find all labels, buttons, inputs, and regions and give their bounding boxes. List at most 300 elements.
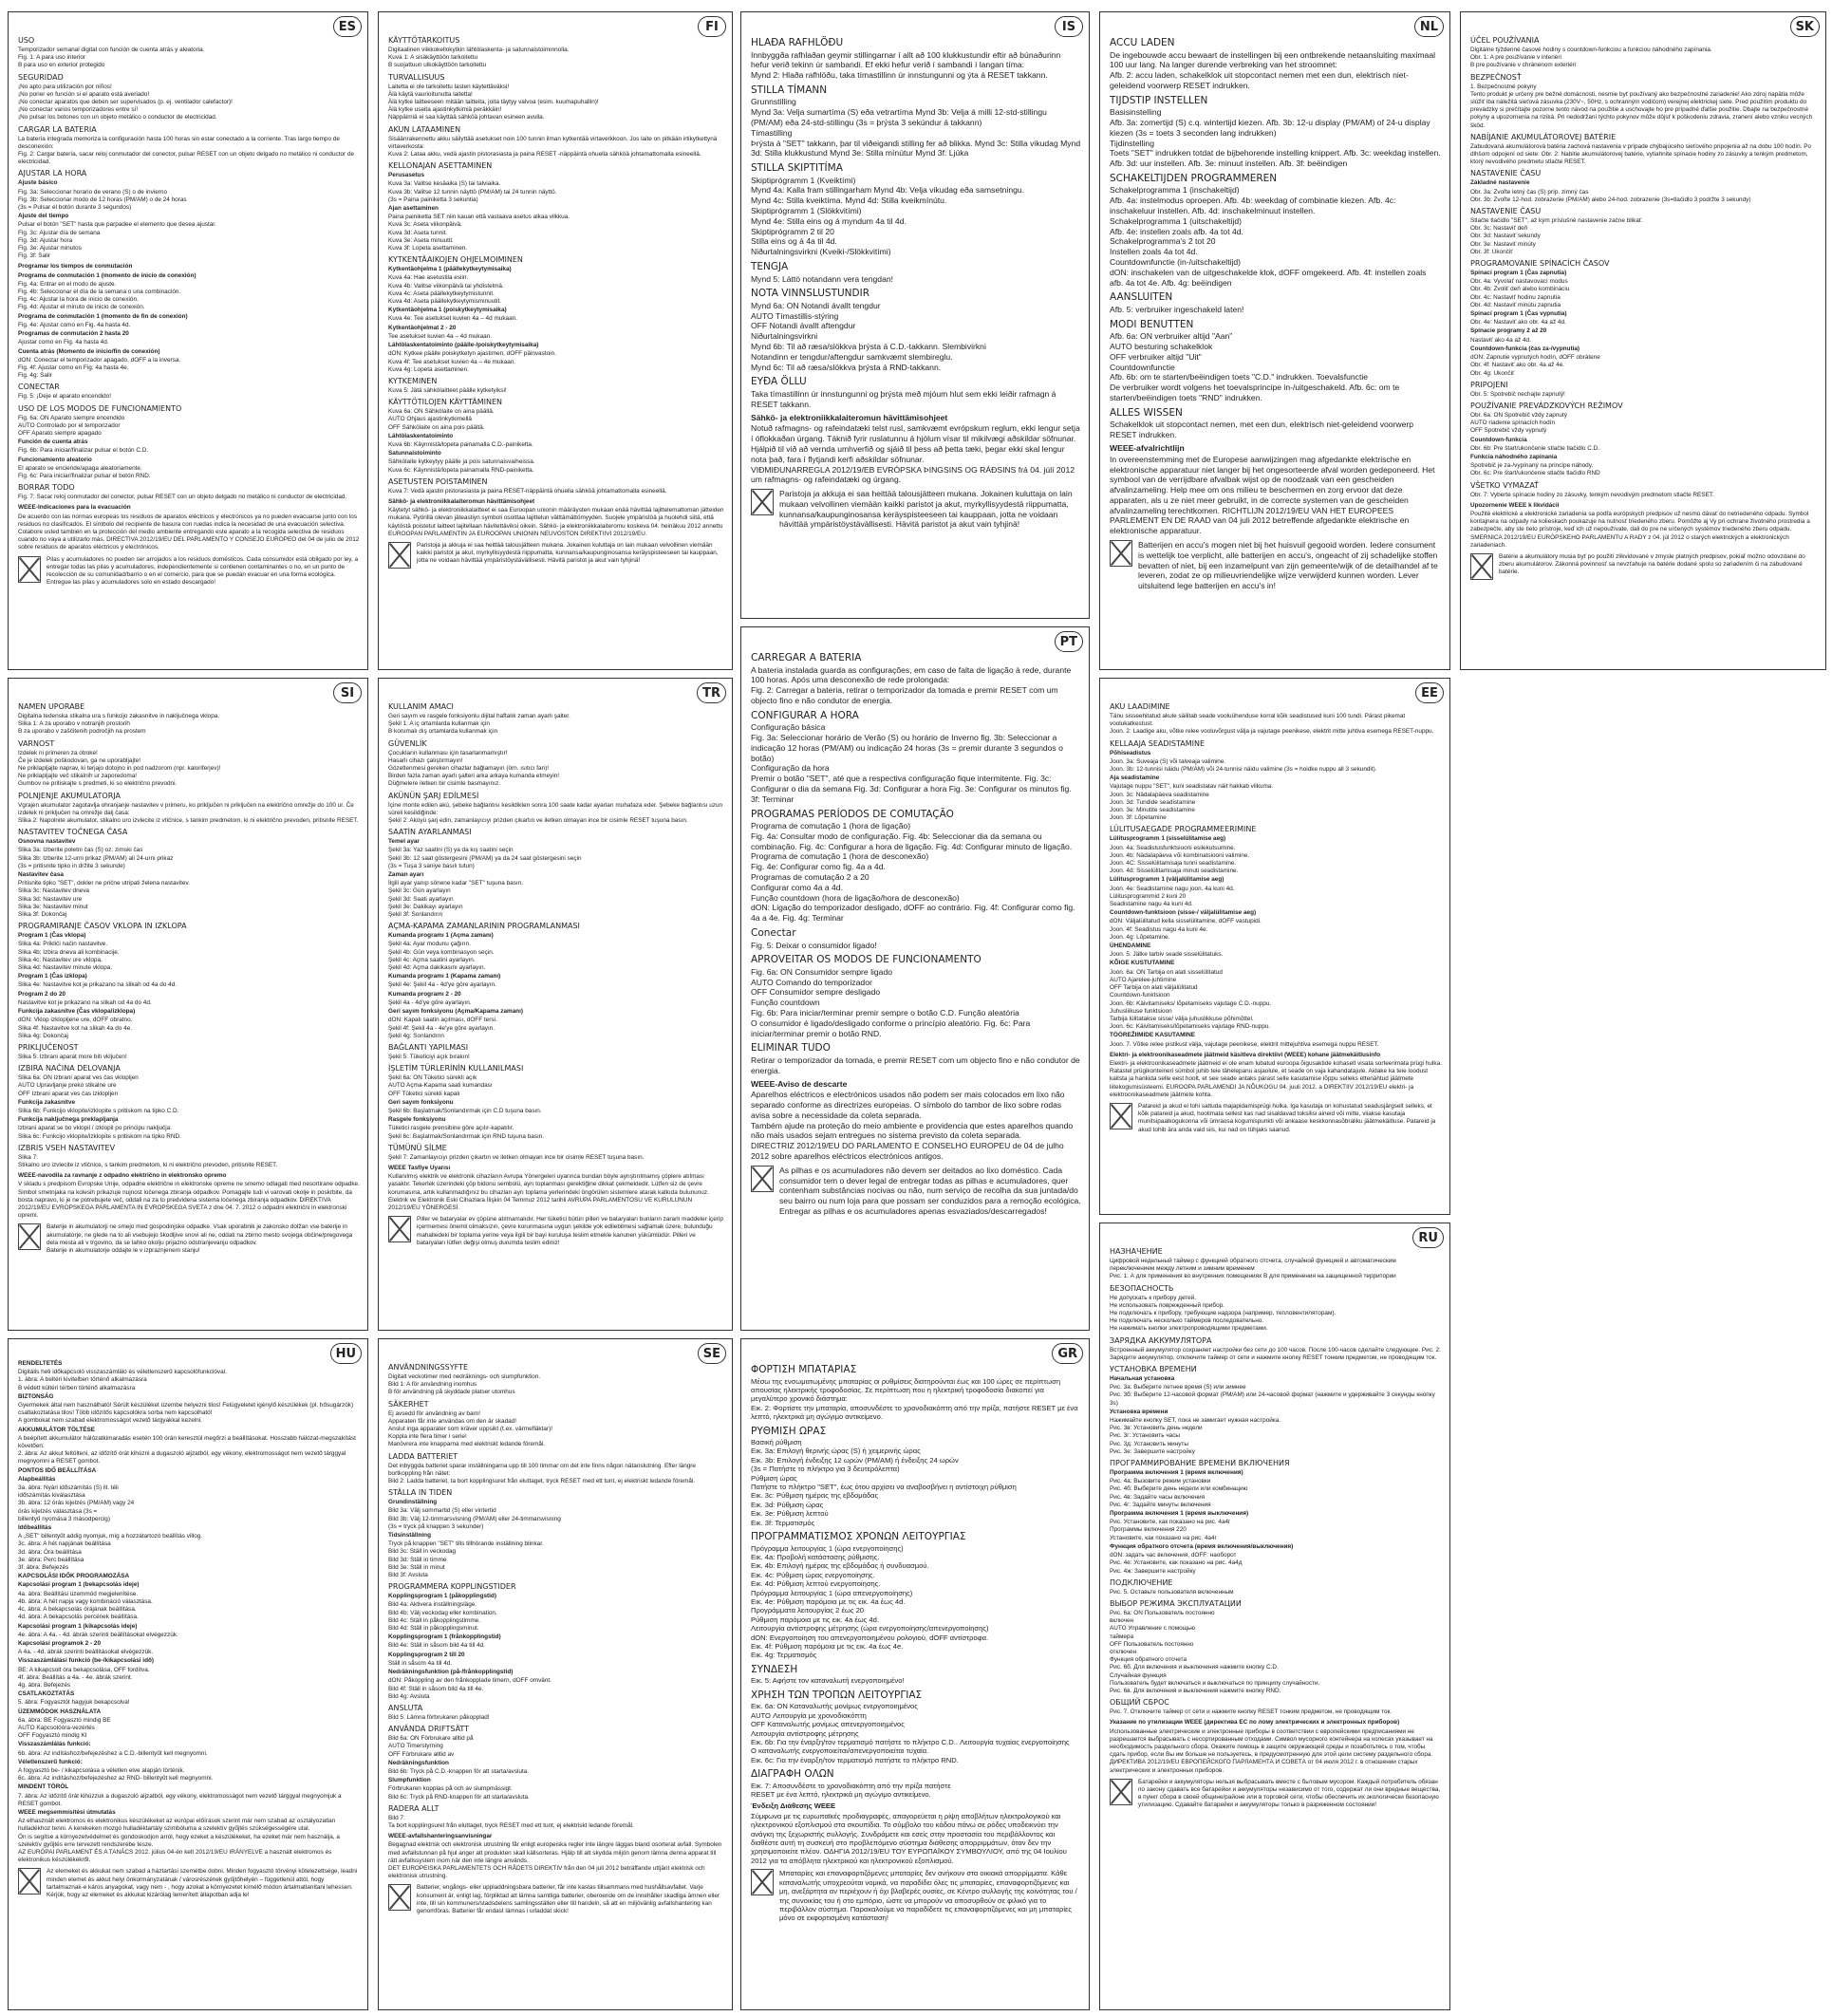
section-heading: ASETUSTEN POISTAMINEN bbox=[388, 476, 488, 486]
body-text: Şekil 5: Tüketiciyi açık bırakın! bbox=[388, 1053, 470, 1060]
language-badge: SE bbox=[698, 1343, 726, 1364]
body-text: Notuð rafmagns- og rafeindatæki telst rusl, samkvæmt evrópskum reglum, ekki lengur setja í óflokkaðan úrgang. Táknið fyrir ruslatunnu á hjólum vísar til mikilvægi aðskildar söfnunar. Hjálpið til við að vernda umhverfið og sjáið til þess að þetta tæki, þegar ekki skal lengur nota það, fara í flytjandi kerfi aðskildar söfnunar. VIÐMIÐUNARREGLA 2012/19/EB EVRÓPSKA ÞINGSINS OG RÁÐSINS frá 04. júlí 2012 um rafmagns- og rafeindatæki og úrgang. bbox=[751, 423, 1080, 485]
battery-disposal-note bbox=[18, 556, 360, 588]
subheading: Rasgele fonksiyonu bbox=[388, 1116, 446, 1124]
body-text: Fig. 5: ¡Deje el aparato encendido! bbox=[18, 393, 112, 401]
subheading: Countdown-funktsioon (sisse-/ väljalülitamise aeg) bbox=[1110, 909, 1257, 917]
section-heading: CARGAR LA BATERIA bbox=[18, 124, 97, 134]
subheading: Программа включения 1 (время выключения) bbox=[1110, 1510, 1249, 1518]
subheading: Lähtölaskentatoiminto (päälle-/poiskytkeytymisaika) bbox=[388, 342, 539, 349]
panel-pt bbox=[740, 626, 1090, 1331]
subheading: Kumanda programı 1 (Kapama zamanı) bbox=[388, 973, 501, 980]
section-heading: USO bbox=[18, 36, 35, 45]
panel-ee bbox=[1099, 678, 1450, 1215]
body-text: Skiptiprógramm 1 (Kveiktími) Mynd 4a: Kalla fram stillingarham Mynd 4b: Velja vikudag eða samsetningu. Mynd 4c: Stilla kveiktíma. Mynd 4d: Stilla kveikmínútu. Skiptiprógramm 1 (Slökkvitími) Mynd 4e: Stilla eins og á myndum 4a til 4d. Skiptiprógramm 2 til 20 Stilla eins og á 4a til 4d. Niðurtalningsvirkni (Kveiki-/Slökkvitími) bbox=[751, 175, 1025, 257]
section-heading: SCHAKELTIJDEN PROGRAMMEREN bbox=[1110, 172, 1278, 184]
body-text: Εικ. 6a: ON Καταναλωτής μονίμως ενεργοποιημένος AUTO Λειτουργία με χρονοδιακόπτη OFF Καταναλωτής μονίμως απενεργοποιημένος Λειτουργία αντίστροφης μέτρησης Εικ. 6b: Για την έναρξη/τον τερματισμό πατήστε το πλήκτρο C.D.. Λειτουργία τυχαίας ενεργοποίησης Ο καταναλωτής ενεργοποιείται/απενεργοποιείται τυχαία. Εικ. 6c: Για την έναρξη/τον τερματισμό πατήστε το πλήκτρο RND. bbox=[751, 1702, 1070, 1764]
section-heading: STILLA TÍMANN bbox=[751, 84, 828, 96]
body-text: Kuva 6a: ON Sähkölaite on aina päällä. AUTO Ohjaus ajastinkytkimellä OFF Sähkölaite on aina pois päältä. bbox=[388, 408, 495, 431]
subheading: Программа включения 1 (время включения) bbox=[1110, 1469, 1243, 1477]
panel-hu bbox=[8, 1338, 368, 2010]
body-text: Obr. 6a: ON Spotrebič vždy zapnutý AUTO riadenie spínacích hodín OFF Spotrebič vždy vypnutý bbox=[1470, 411, 1567, 435]
subheading: Countdown-funkcia bbox=[1470, 436, 1527, 443]
body-text: Izbrani aparat se bo vklopil / izklopil po principu naključja. Slika 6c: Funkcijo vklopite/izklopite s pritiskom na tipko RND. bbox=[18, 1125, 181, 1140]
panel-se bbox=[378, 1338, 733, 2010]
body-text: Digitaalinen viikkokellokytkin lähtölaskenta- ja satunnaistoiminnolla. Kuva 1: A sisäkäyttöön tarkoitettu B suojattuun ulkokäyttöön tarkoitettu bbox=[388, 47, 570, 69]
body-text: Bild 4e: Ställ in såsom bild 4a till 4d. bbox=[388, 1642, 485, 1650]
section-heading: CONECTAR bbox=[18, 383, 60, 392]
subheading: Osnovna nastavitev bbox=[18, 838, 76, 846]
subheading: Nedräkningsfunktion (på-/frånkopplingstid) bbox=[388, 1669, 514, 1676]
section-heading: POLNJENJE AKUMULATORJA bbox=[18, 791, 121, 800]
body-text: Fig. 6a: ON Aparato siempre encendido AUTO Controlado por el temporizador OFF Aparato siempre apagado bbox=[18, 414, 125, 437]
body-text: dON: Zapnutie vypnutých hodín, dOFF obrátene Obr. 4f: Nastaviť ako obr. 4a až 4e. Obr. 4g: Ukončiť bbox=[1470, 354, 1600, 377]
panel-tr bbox=[378, 678, 733, 1331]
section-heading: ANVÄNDNINGSSYFTE bbox=[388, 1363, 469, 1372]
body-text: 4a. ábra: Beállítási üzemmód megjelenítése. 4b. ábra: A hét napja vagy kombináció választása. 4c. ábra: A bekapcsolás órájának beállítása. 4d. ábra: A bekapcsolás percének beállítása. bbox=[18, 1590, 153, 1621]
subheading: Alapbeállítás bbox=[18, 1475, 56, 1483]
section-heading: PROGRAMAS PERÍODOS DE COMUTAÇÃO bbox=[751, 808, 954, 820]
body-text: Встроенный аккумулятор сохраняет настройки без сети до 100 часов. После 100-часов сделайте следующее. Рис. 2: Зарядите аккумулятор, отключите таймер от сети и нажмите кнопку RESET тонким предметом, не проводящим ток. bbox=[1110, 1346, 1441, 1361]
crossed-bin-icon bbox=[388, 1884, 411, 1911]
body-text: Şekil 6b: Başlatmak/Sonlandırmak için C.D tuşuna basın. bbox=[388, 1107, 542, 1114]
subheading: Program 1 (Čas vklopa) bbox=[18, 932, 86, 940]
subheading: Kumanda programı 1 (Açma zamanı) bbox=[388, 932, 494, 940]
section-heading: ÚČEL POUŽÍVANIA bbox=[1470, 36, 1540, 45]
language-badge: TR bbox=[697, 682, 726, 703]
section-heading: NASTAVITEV TOČNEGA ČASA bbox=[18, 828, 128, 837]
subheading: Cuenta atrás (Momento de inicio/fin de conexión) bbox=[18, 347, 160, 355]
weee-heading: WEEE-afvalrichtlijn bbox=[1110, 442, 1185, 453]
body-text: Şekil 4a: Ayar modunu çağırın. Şekil 4b: Gün veya kombinasyon seçin. Şekil 4c: Açma saatini ayarlayın. Şekil 4d: Açma dakikasını ayarlayın. bbox=[388, 941, 495, 972]
section-heading: IZBIRA NAČINA DELOVANJA bbox=[18, 1064, 121, 1073]
panel-fi bbox=[378, 11, 733, 670]
section-heading: LÜLITUSAEGADE PROGRAMMEERIMINE bbox=[1110, 825, 1257, 834]
subheading: Kumanda programı 2 - 20 bbox=[388, 990, 461, 998]
language-badge: GR bbox=[1052, 1343, 1083, 1364]
section-heading: STÄLLA IN TIDEN bbox=[388, 1488, 453, 1498]
body-text: Bild 3a: Välj sommartid (S) eller vintertid Bild 3b: Välj 12-timmarsvisning (PM/AM) eller 24-timmarsvisning (3s = tryck på knappen 3 sekunder) bbox=[388, 1507, 561, 1530]
language-badge: SI bbox=[333, 682, 362, 703]
subheading: Programas de conmutación 2 hasta 20 bbox=[18, 330, 129, 338]
body-text: Mynd 6a: ON Notandi ávallt tengdur AUTO Tímastillis-stýring OFF Notandi ávallt aftengdur Niðurtalningsvirkni Mynd 6b: Til að ræsa/slökkva þrýsta á C.D.-takkann. Slembivirkni Notandinn er tengdur/aftengdur samkvæmt slembireglu. Mynd 6c: Til að ræsa/slökkva þrýsta á RND-takkann. bbox=[751, 300, 986, 372]
body-text: A fogyasztó be- / kikapcsolása a véletlen elve alapján történik. 6c. ábra: Az indításhoz/befejezéshez az RND- billentyűt kell megnyomni. bbox=[18, 1766, 214, 1783]
subheading: Kytkentäohjelma 1 (poiskytkeytymisaika) bbox=[388, 307, 507, 314]
body-text: İlgili ayar yanıp sönene kadar "SET" tuşuna basın. Şekil 3c: Gün ayarlayın Şekil 3d: Saati ayarlayın Şekil 3e: Dakikayı ayarlayın Şekil 3f: Sonlandırın bbox=[388, 880, 524, 919]
subheading: Kopplingsprogram 2 till 20 bbox=[388, 1651, 465, 1658]
section-heading: TENGJA bbox=[751, 261, 789, 273]
battery-disposal-text: Baterije in akumulatorji ne smejo med gospodinjske odpadke. Vsak uporabnik je zakonsko dolžan vse baterije in akumulatorje, ne glede na to ali vsebujejo škodljive snovi ali ne, oddati na zbirno mesto svojega občine/pregovega dela mesta ali v trgovino, da se lahko okolju prijazno odstranjevanju odpadkov. Baterije in akumulatorje oddajte le v izpraznjenem stanju! bbox=[47, 1223, 353, 1254]
language-badge: PT bbox=[1055, 631, 1083, 652]
subheading: Kapcsolási programok 2 - 20 bbox=[18, 1639, 102, 1647]
subheading: Základné nastavenie bbox=[1470, 179, 1530, 187]
body-text: Kuva 4e: Tee asetukset kuvien 4a – 4d mukaan. bbox=[388, 315, 517, 323]
subheading: Lülitusprogramm 1 (sisselülitamise aeg) bbox=[1110, 835, 1226, 843]
section-heading: ΧΡΗΣΗ ΤΩΝ ΤΡΟΠΩΝ ΛΕΙΤΟΥΡΓΙΑΣ bbox=[751, 1689, 923, 1701]
language-badge: RU bbox=[1412, 1227, 1444, 1248]
body-text: Sisäänrakennettu akku säilyttää asetukset noin 100 tunnin ilman kytkentää virtaverkkoon. Jos laite on pitkään irtikytkettynä virtaverkosta: Kuva 2: Lataa akku, vedä ajastin pistorasiasta ja paina RESET -näppäintä ohuella sähköä johtamattomalla esineellä. bbox=[388, 135, 718, 159]
weee-heading: Ένδειξη Διάθεσης WEEE bbox=[751, 1801, 836, 1811]
section-heading: ΡΥΘΜΙΣΗ ΩΡΑΣ bbox=[751, 1425, 827, 1437]
subheading: MINDENT TÖRÖL bbox=[18, 1783, 69, 1791]
weee-heading: WEEE Tasfiye Uyarısı bbox=[388, 1164, 451, 1171]
body-text: dON: Påkoppling av den frånkopplade timern, dOFF omvänt. Bild 4f: Ställ in såsom bild 4a till 4e. Bild 4g: Avsluta bbox=[388, 1677, 551, 1700]
body-text: dON: задать час включения, dOFF: наоборот Рис. 4е: Установите, как показано на рис. 4а4д Рис. 4ж: Завершите настройку bbox=[1110, 1552, 1243, 1575]
battery-disposal-note bbox=[388, 1216, 724, 1248]
subheading: KAPCSOLÁSI IDŐK PROGRAMOZÁSA bbox=[18, 1573, 130, 1580]
body-text: Gyermekek által nem használható! Sérült készüléket üzembe helyezni tilos! Felügyeletet igénylő készülékek (pl. hősugárzók) csatlakoztatása tilos! Több időzítős kapcsolókra sorba nem kapcsolható! A gombokat nem szabad elektromosságot vezető tárgyakkal kezelni. bbox=[18, 1402, 354, 1425]
weee-heading: Sähkö- ja elektroniikkalaiteromun hävittämisohjeet bbox=[388, 497, 535, 505]
section-heading: БЕЗОПАСНОСТЬ bbox=[1110, 1283, 1174, 1293]
weee-heading: WEEE-Aviso de descarte bbox=[751, 1078, 848, 1089]
body-text: dON: Kytkee päälle poiskytketyn ajastimen, dOFF päinvastoin. Kuva 4f: Tee asetukset kuvien 4a – 4e mukaan. Kuva 4g: Lopeta asettaminen. bbox=[388, 350, 556, 373]
section-heading: ALLES WISSEN bbox=[1110, 406, 1183, 419]
subheading: Program 2 do 20 bbox=[18, 990, 66, 998]
panel-content bbox=[1110, 37, 1442, 592]
body-text: Joon. 7. Võtke relee pistikust välja, vajutage peenikese, elektrit mittejuhtiva esemega nuppu RESET. bbox=[1110, 1040, 1379, 1048]
battery-disposal-text: Paristoja ja akkuja ei saa heittää talousjätteen mukana. Jokainen kuluttaja on lain mukaan velvollinen viemään kaikki paristot ja akut, myrkyllisyydestä riippumatta, kunnansa/kaupunginosansa keräyspisteeseen tai kauppaan, jotta ne voidaan hävittää ympäristöystävällisesti. Hävitä paristot ja akut vain tyhjinä! bbox=[417, 541, 719, 565]
body-text: Slika 5: Izbrani aparat more biti vključen! bbox=[18, 1053, 127, 1060]
body-text: Spotrebič je za-/vypínaný na princípe náhody. Obr. 6c: Pre štart/ukončenie stlačte tlačidlo RND bbox=[1470, 462, 1600, 477]
panel-content bbox=[1110, 1247, 1442, 1811]
section-heading: PRIKLJUČENOST bbox=[18, 1042, 79, 1052]
crossed-bin-icon bbox=[388, 1216, 411, 1242]
weee-heading: Programar los tiempos de conmutación bbox=[18, 263, 133, 271]
body-text: Laitetta ei ole tarkoitettu lasten käytettäväksi! Älä käytä vaurioitunutta laitetta! Älä kytke laitteeseen mitään laitteita, joita täytyy valvoa (esim. kuumapuhallin)! Älä kytke useita ajastinkytkimiä peräkkäin! Näppäimiä ei saa käyttää sähköä johtavan esineen avulla. bbox=[388, 83, 599, 121]
panel-is bbox=[740, 11, 1090, 619]
body-text: Использованные электрические и электронные приборы в соответствии с европейскими предписаниями не разрешается выбрасывать с несортированным отходами. Символ мусорного контейнера на колесах указывает на необходимость раздельного сбора. Окажите помощь в защите окружающей среды и позаботьтесь о том, чтобы сдать прибор, если Вы им больше не пользуетесь, в предусмотренную для этой цели систему раздельного сбора. ДИРЕКТИВА 2012/19/EU ЕВРОПЕЙСКОГО ПАРЛАМЕНТА И СОВЕТА от 04 июля 2012 г. в отношении старых электрических и электронных приборов. bbox=[1110, 1727, 1433, 1774]
body-text: Рис. 4а: Вызовите режим установки Рис. 4б: Выберите день недели или комбинацию Рис. 4в: Задайте часы включения Рис. 4г: Задайте минуты включения bbox=[1110, 1478, 1248, 1508]
body-text: Obr. 4e: Nastaviť ako obr. 4a až 4d. bbox=[1470, 319, 1566, 327]
body-text: Ej avsedd för användning av barn! Apparaten får inte användas om den är skadad! Anslut inga apparater som kräver uppsikt (t.ex. värmefläktar)! Koppla inte flera timer i serie! Manövrera inte knapparna med elektriskt ledande föremål. bbox=[388, 1409, 552, 1448]
battery-disposal-text: As pilhas e os acumuladores não devem ser deitados ao lixo doméstico. Cada consumidor tem o dever legal de entregar todas as pilhas e acumuladores, quer contenham substâncias nocivas ou não, num serviço de recolha da sua juntada/do seu bairro ou num loja para que possam ser conduzidos para a remoção ecológica. Entregar as pilhas e os acumuladores apenas esvaziados/descarregados! bbox=[779, 1165, 1081, 1217]
section-heading: PRIPOJENI bbox=[1470, 380, 1508, 389]
section-heading: KYTKENTÄAIKOJEN OHJELMOIMINEN bbox=[388, 255, 523, 265]
subheading: BIZTONSÁG bbox=[18, 1392, 54, 1400]
body-text: Použité elektrické a elektronické zariadenia sa podľa európskych predpisov už nesmú dávať do netriedeného odpadu. Symbol kontajnera na odpady na kolieskach poukazuje na nutnosť triedeného zberu. Pomôžte aj Vy pri ochrane životného prostredia a zabezpečte, aby ste tieto prístroje, keď ich už nepoužívate, dali do pre ne určených systémov triedeného zberu odpadu. SMERNICA 2012/19/EU EURÓPSKEHO PARLAMENTU A RADY z 04. júl 2012 o starých elektrických a elektronických zariadeniach. bbox=[1470, 510, 1810, 549]
subheading: Időbeállítás bbox=[18, 1524, 52, 1532]
body-text: Πρόγραμμα λειτουργίας 1 (ώρα ενεργοποίησης) Εικ. 4a: Προβολή κατάστασης ρύθμισης. Εικ. 4b: Επιλογή ημέρας της εβδομάδας ή συνδυασμού. Εικ. 4c: Ρύθμιση ώρας ενεργοποίησης. Εικ. 4d: Ρύθμιση λεπτού ενεργοποίησης. Πρόγραμμα λειτουργίας 1 (ώρα απενεργοποίησης) Εικ. 4e: Ρύθμιση παρόμοια με τις εικ. 4a έως 4d. Προγράμματα λειτουργίας 2 έως 20 Ρύθμιση παρόμοια με τις εικ. 4a έως 4d. Λειτουργία αντίστροφης μέτρησης (ώρα ενεργοποίησης/απενεργοποίησης) dON: Ενεργοποίηση του απενεργοποιημένου ρολογιού, dOFF αντίστροφα. Εικ. 4f: Ρύθμιση παρόμοια με τις εικ. 4a έως 4e. Εικ. 4g: Τερματισμός bbox=[751, 1543, 989, 1660]
section-heading: ΔΙΑΓΡΑΦΗ ΟΛΩΝ bbox=[751, 1768, 834, 1781]
battery-disposal-note bbox=[1110, 1103, 1442, 1135]
body-text: Schakelklok uit stopcontact nemen, met een dun, elektrisch niet-geleidend voorwerp RESET indrukken. bbox=[1110, 420, 1414, 440]
crossed-bin-icon bbox=[751, 489, 774, 515]
subheading: Funcionamiento aleatorio bbox=[18, 456, 92, 463]
subheading: Funkcija naključnega preklapljanja bbox=[18, 1116, 119, 1124]
body-text: Vajutage nuppu "SET", kuni seadistatav näit hakkab vilkuma. Joon. 3c: Nädalapäeva seadistamine Joon. 3d: Tundide seadistamine Joon. 3e: Minutite seadistamine Joon. 3f: Lõpetamine bbox=[1110, 783, 1274, 822]
section-heading: CARREGAR A BATERIA bbox=[751, 652, 862, 663]
body-text: Elektri- ja elektroonikaseadmete jäätmeid ei ole enam lubatud euroopa õigusaktide kohaselt visata sorteerimata prügi hulka. Ratastel prügikonteineri sümbol juhib teie tähelepanu asjaolule, et seade on vaja kahandatajule. Aidake ka teie loodust kaitsta ja hankida selle eest hoolt, et see seade antaks pärast selle kasutamise lõppu selleks ettenähtud jäätmete liitekogumisüsteemi. EUROOPA PARLAMENDI JA NÕUKOGU 04. juuli 2012. a DIREKTIIV 2012/19/EU elektri- ja elektroonikaseadmete jäätmete kohta. bbox=[1110, 1059, 1442, 1098]
body-text: Fig. 6b: Para iniciar/finalizar pulsar el botón C.D. bbox=[18, 447, 149, 455]
battery-disposal-note bbox=[388, 1884, 724, 1916]
subheading: Programa de conmutación 1 (momento de inicio de conexión) bbox=[18, 271, 196, 279]
body-text: Kullanılmış elektrik ve elektronik cihazların Avrupa Yönergeleri uyarınca bundan böyle ayrıştırılmamış çöplere atılması yasaktır. Tekerlek üzerindeki çöp bidonu sembolü, ayrı toplanması gerektiğine dikkat çekmektedir. Lütfen siz de çevre korumasına, artık kullanmadığınız bu cihazları ayrı toplama yerlerindeki öngörülen sistemlere atarak katkıda bulununuz. Elektrik ve Elektronik Eski Cihazlara İlişkin 04 Temmuz 2012 tarihli AVRUPA PARLAMENTOSU VE KURULUNUN 2012/19/EU YÖNERGESİ. bbox=[388, 1173, 709, 1211]
section-heading: BORRAR TODO bbox=[18, 483, 75, 493]
body-text: Joon. 5: Jätke tarbiv seade sisselülitatuks. bbox=[1110, 951, 1224, 959]
battery-disposal-note bbox=[18, 1223, 360, 1256]
panel-content bbox=[388, 1363, 724, 1916]
body-text: 3a. ábra: Nyári időszámítás (S) ill. téli időszámítás kiválasztása 3b. ábra: 12 órás kijelzés (PM/AM) vagy 24 órás kijelzés választása (3s = billentyű nyomása 3 másodpercig) bbox=[18, 1484, 135, 1522]
body-text: Рис. Установите, как показано на рис. 4а4г Программы включения 220 Установите, как показано на рис. 4а4г bbox=[1110, 1519, 1231, 1541]
body-text: Ajustar como en Fig. 4a hasta 4d. bbox=[18, 339, 109, 346]
subheading: Visszaszámlálási funkció (be-/kikapcsolási idő) bbox=[18, 1657, 155, 1665]
body-text: Fig. 4a: Entrar en el modo de ajuste. Fig. 4b: Seleccionar el día de la semana o una combinación. Fig. 4c: Ajustar la hora de inicio de conexión. Fig. 4d: Ajustar el minuto de inicio de conexión. bbox=[18, 280, 181, 311]
section-heading: IZBRIS VSEH NASTAVITEV bbox=[18, 1143, 116, 1152]
body-text: Slika 4e: Nastavitve kot je prikazano na slikah od 4a do 4d. bbox=[18, 981, 177, 989]
crossed-bin-icon bbox=[1110, 540, 1132, 567]
section-heading: УСТАНОВКА ВРЕМЕНИ bbox=[1110, 1365, 1197, 1374]
body-text: Digitálne týždenné časové hodiny s countdown-funkciou a funkciou náhodného zapínania. Obr. 1: A pre používanie v interiéri B pre používanie v chránenom exteriéri bbox=[1470, 47, 1712, 69]
subheading: PONTOS IDŐ BEÁLLÍTÁSA bbox=[18, 1466, 97, 1474]
crossed-bin-icon bbox=[18, 556, 41, 583]
subheading: Nastavitev časa bbox=[18, 871, 64, 879]
body-text: Kuva 5: Jätä sähkölaitteet päälle kytketyiksi! bbox=[388, 386, 507, 394]
subheading: Ajuste del tiempo bbox=[18, 213, 69, 220]
body-text: Εικ. 7: Αποσυνδέστε το χρονοδιακόπτη από την πρίζα πατήστε RESET με ένα λεπτό, ηλεκτρικά μη αγώγιμο αντικείμενο. bbox=[751, 1781, 951, 1800]
body-text: Obr. 4a: Vyvolať nastavovací modus Obr. 4b: Zvoliť deň alebo kombináciu Obr. 4c: Nastaviť hodinu zapnutia Obr. 4d: Nastaviť minútu zapnutia bbox=[1470, 278, 1570, 308]
body-text: Şekil 4a - 4d'ye göre ayarlayın. bbox=[388, 999, 472, 1006]
subheading: Program 1 (Čas izklopa) bbox=[18, 973, 87, 980]
body-text: Цифровой недельный таймер с функцией обратного отсчета, случайной функцией и автоматическим переключением между летним и зимним временем Рис. 1: А для применения во внутренних помещениях В для применения на защищенной территории bbox=[1110, 1258, 1396, 1280]
body-text: Joon. 4e: Seadistamine nagu joon. 4a kuni 4d. Lülitusprogrammid 2 kuni 20 Seadistamine nagu 4a kuni 4d. bbox=[1110, 885, 1235, 908]
panel-content bbox=[751, 37, 1081, 531]
crossed-bin-icon bbox=[18, 1223, 41, 1250]
battery-disposal-note bbox=[751, 489, 1081, 531]
panel-content bbox=[18, 1360, 360, 1900]
body-text: Configuração básica Fig. 3a: Seleccionar horário de Verão (S) ou horário de Inverno fig. 3b: Seleccionar a indicação 12 horas (PM/AM) ou indicação 24 horas (3s = premir durante 3 segundos o botão) Configuração da hora Premir o botão "SET", até que a respectiva configuração fique intermitente. Fig. 3c: Configurar o dia da semana Fig. 3d: Configurar a hora Fig. 3e: Configurar os minutos fig. 3f: Terminar bbox=[751, 722, 1072, 804]
body-text: La batería integrada memoriza la configuración hasta 100 horas sin estar conectado a la corriente. Tras largo tiempo de desconexión: Fig. 2: Cargar batería, sacar reloj conmutador del conector, pulsar RESET con un objeto delgado no metálico ni conductor de electricidad. bbox=[18, 135, 355, 166]
subheading: Kytkentäohjelmat 2 - 20 bbox=[388, 324, 457, 331]
weee-heading: WEEE-avfallshanteringsanvisningar bbox=[388, 1833, 493, 1840]
panel-content bbox=[18, 36, 360, 588]
subheading: Lülitusprogramm 1 (väljalülitamise aeg) bbox=[1110, 876, 1224, 884]
body-text: Tüketici rasgele prensibine göre açılır-kapatılır. Şekil 6c: Başlatmak/Sonlandırmak için RND tuşuna basın. bbox=[388, 1125, 545, 1140]
body-text: Slika 6a: ON Izbrani aparat ves čas vklopljen AUTO Upravljanje preko stikalne ure OFF Izbrani aparat ves čas izklopljen bbox=[18, 1074, 139, 1097]
section-heading: STILLA SKIPTITÍMA bbox=[751, 162, 843, 175]
battery-disposal-text: Az elemeket és akkukat nem szabad a háztartási szemétbe dobni. Minden fogyasztó törvényi kötelezettsége, leadni minden elemet és akkut helyi önkormányzatának / városrészének gyűjtőhelyén – függetlenül attól, hogy tartalmaznak-e káros anyagokat, vagy nem - , hogy azokat a környezetet kímélő módon ártalmatlanítani lehessen. Kérjük, hogy az elemeket és akkukat kizárólag lemerített állapotban adja le! bbox=[47, 1868, 358, 1898]
section-heading: CONFIGURAR A HORA bbox=[751, 709, 859, 721]
body-text: Рис. 7. Отключите таймер от сети и нажмите кнопку RESET тонким предметом, не проводящим ток. bbox=[1110, 1708, 1393, 1716]
battery-disposal-note bbox=[1110, 1779, 1442, 1811]
body-text: A „SET" billentyűt addig nyomjuk, míg a hozzátartozó beállítás villog. 3c. ábra: A hét napjának beállítása 3d. ábra: Óra beállítása 3e. ábra: Perc beállítása 3f. ábra: Befejezés bbox=[18, 1533, 203, 1572]
body-text: Рис. 3а: Выберите летнее время (S) или зимнее Рис. 3б: Выберите 12-часовой формат (PM/AM) или 24-часовой формат (нажмите и удерживайте 3 секунды кнопку 3s) bbox=[1110, 1384, 1435, 1407]
section-heading: TIJDSTIP INSTELLEN bbox=[1110, 94, 1208, 106]
section-heading: AKU LAADIMINE bbox=[1110, 702, 1170, 711]
body-text: Slika 7: Stikalno uro izvlecite iz vtičnice, s tankim predmetom, ki ni električno prevoden, pritisnite RESET. bbox=[18, 1153, 278, 1168]
section-heading: TURVALLISUUS bbox=[388, 72, 445, 82]
weee-heading: Sähkö- ja elektroniikkalaiteromun hävittämisohjeet bbox=[751, 412, 948, 422]
crossed-bin-icon bbox=[388, 542, 411, 569]
subheading: Geri sayım fonksiyonu (Açma/Kapama zamanı) bbox=[388, 1008, 524, 1016]
subheading: CSATLAKOZTATÁS bbox=[18, 1690, 75, 1698]
body-text: Izdelek ni primeren za otroke! Če je izdelek poškodovan, ga ne uporabljajte! Ne priklapljajte naprav, ki terjajo dotojno in pod nadzorom (npr. kaloriferjev)! Ne priklapljajte več stikalnih ur zaporedoma! Gumbov ne pritiskajte s predmeti, ki so električno prevodni. bbox=[18, 749, 221, 788]
section-heading: APROVEITAR OS MODOS DE FUNCIONAMENTO bbox=[751, 954, 981, 966]
body-text: Bild 7: Ta bort kopplingsuret från eluttaget, tryck RESET med ett tunt, ej elektriskt ledande föremål. bbox=[388, 1814, 634, 1829]
section-heading: BEZPEČNOSŤ bbox=[1470, 72, 1522, 82]
body-text: Förbrukaren kopplas på och av slumpmässigt. Bild 6c: Tryck på RND-knappen för att starta/avsluta. bbox=[388, 1785, 530, 1801]
body-text: Retirar o temporizador da tomada, e premir RESET com um objecto fino e não condutor de energia. bbox=[751, 1055, 1080, 1075]
battery-disposal-text: Batérie a akumulátory musia byť po použití zlikvidované v zmysle platných predpisov, pokiaľ možno odovzdané do zberu akumulátorov. Zákonná povinnosť sa nevzťahuje na batérie dodané spolu so zariadením či na zabudované batérie. bbox=[1499, 552, 1805, 576]
section-heading: ЗАРЯДКА АККУМУЛЯТОРА bbox=[1110, 1335, 1212, 1345]
language-badge: FI bbox=[698, 16, 726, 37]
section-heading: NABÍJANIE AKUMULÁTOROVEJ BATÉRIE bbox=[1470, 132, 1617, 141]
panel-content bbox=[388, 36, 724, 569]
battery-disposal-text: Pilas y acumuladores no pueden ser arrojados a los residuos domésticos. Cada consumidor está obligado por ley, a entregar todas las pilas y acumuladores, independientemente si contienen contaminantes o no, en un punto de recolección de su comunidad/barrio o en el comercio, para que se puedan evacuar en una forma ecológica. Entregue las pilas y acumuladores solo en estado descargado! bbox=[47, 555, 359, 587]
body-text: 6a. ábra: BE Fogyasztó mindig BE AUTO Kapcsolóóra-vezérlés OFF Fogyasztó mindig KI bbox=[18, 1716, 111, 1740]
body-text: Paina painiketta SET niin kauan että vastaava asetus alkaa vilkkua. Kuva 3c: Aseta viikonpäivä. Kuva 3d: Aseta tunnit. Kuva 3e: Aseta minuutit. Kuva 3f: Lopeta asettaminen. bbox=[388, 214, 570, 252]
section-heading: KELLONAJAN ASETTAMINEN bbox=[388, 161, 493, 171]
weee-heading: WEEE-navodila za ravnanje z odpadno električno in elektronsko opremo bbox=[18, 1172, 227, 1180]
body-text: Не допускать к прибору детей. Не использовать поврежденный прибор. Не подключать к прибору, требующие надзора (например, тепловентиляторам). Не подключать несколько таймеров последовательно. Не нажимать кнопки электропроводящими предметами. bbox=[1110, 1294, 1337, 1333]
section-heading: TÜMÜNÜ SİLME bbox=[388, 1143, 447, 1152]
subheading: KÕIGE KUSTUTAMINE bbox=[1110, 960, 1175, 967]
language-badge: HU bbox=[330, 1343, 362, 1364]
body-text: Рис. 5. Оставьте пользователя включенным bbox=[1110, 1588, 1234, 1596]
panel-es bbox=[8, 11, 368, 670]
body-text: Βασική ρύθμιση Εικ. 3a: Επιλογή θερινής ώρας (S) ή χειμερινής ώρας Εικ. 3b: Επιλογή ένδειξης 12 ωρών (PM/AM) ή ένδειξης 24 ωρών (3s = Πατήστε το πλήκτρο για 3 δευτερόλεπτα) Ρύθμιση ώρας Πατήστε το πλήκτρο "SET", έως ότου αρχίσει να αναβοσβήνει η αντίστοιχη ρύθμιση Εικ. 3c: Ρύθμιση ημέρας της εβδομάδας Εικ. 3d: Ρύθμιση ώρας Εικ. 3e: Ρύθμιση λεπτού Εικ. 3f: Τερματισμός bbox=[751, 1438, 1017, 1527]
body-text: Programa de comutação 1 (hora de ligação) Fig. 4a: Consultar modo de configuração. Fig. 4b: Seleccionar dia da semana ou combinação. Fig. 4c: Configurar a hora de ligação. Fig. 4d: Configurar minuto de ligação. Programa de comutação 1 (hora de desconexão) Fig. 4e: Configurar como fig. 4a a 4d. Programas de comutação 2 a 20 Configurar como 4a a 4d. Função countdown (hora de ligação/hora de desconexão) dON: Ligação do temporizador desligado, dOFF ao contrário. Fig. 4f: Configurar como fig. 4a a 4e. Fig. 4g: Terminar bbox=[751, 821, 1075, 924]
subheading: Funkcia náhodného zapínania bbox=[1470, 453, 1558, 460]
section-heading: AÇMA-KAPAMA ZAMANLARININ PROGRAMLANMASI bbox=[388, 922, 580, 931]
body-text: Fig. 5: Deixar o consumidor ligado! bbox=[751, 940, 877, 950]
body-text: Bild 6b: Tryck på C.D.-knappen för att starta/avsluta. bbox=[388, 1767, 530, 1775]
body-text: Temporizador semanal digital con función de cuenta atrás y aleatoria. Fig. 1: A para uso interior B para uso en exterior protegido bbox=[18, 47, 205, 69]
subheading: Countdown-funkcia (čas za-/vypnutia) bbox=[1470, 345, 1580, 352]
body-text: Az elhasznált elektromos és elektronikus készülékeket az európai előírások szerint már nem szabad az osztályozatlan hulladékhoz tenni. A kerekeken mozgó hulladéktartály szimbóluma a szelektív gyűjtés szükségességére utal. Ön is segítse a környezetvédelmet és gondoskodjon arról, hogy ezeket a készülékeket, ha ezeket már nem használja, a szelektív gyűjtés erre tervezett rendszerébe tesze. AZ EURÓPAI PARLAMENT ÉS A TANÁCS 2012. július 04-én kelt 2012/19/EU IRÁNYELVE a használt elektromos és elektronikus készülékekről. bbox=[18, 1818, 340, 1864]
panel-content bbox=[751, 652, 1081, 1218]
section-heading: KÄYTTÖTILOJEN KÄYTTÄMINEN bbox=[388, 398, 503, 407]
body-text: Pritisnite tipko "SET", dokler ne prične utripati želena nastavitev. Slika 3c: Nastavitev dneva Slika 3d: Nastavitev ure Slika 3e: Nastavitev minut Slika 3f: Dokončaj bbox=[18, 880, 190, 919]
body-text: Εικ. 5: Αφήστε τον καταναλωτή ενεργοποιημένο! bbox=[751, 1676, 905, 1686]
battery-disposal-note bbox=[1470, 553, 1818, 580]
body-text: Fig. 6a: ON Consumidor sempre ligado AUTO Comando do temporizador OFF Consumidor sempre desligado Função countdown Fig. 6b: Para iniciar/terminar premir sempre o botão C.D. Função aleatória O consumidor é ligado/desligado conforme o princípio aleatório. Fig. 6c: Para iniciar/terminar premir o botão RND. bbox=[751, 966, 1031, 1038]
section-heading: ANVÄNDA DRIFTSÄTT bbox=[388, 1725, 470, 1734]
language-badge: EE bbox=[1415, 682, 1444, 703]
body-text: dON: Conectar el temporizador apagado, dOFF a la inversa. Fig. 4f: Ajustar como en Fig. 4a hasta 4e. Fig. 4g: Salir bbox=[18, 356, 181, 380]
body-text: 5. ábra: Fogyasztót hagyjuk bekapcsolva! bbox=[18, 1699, 130, 1707]
body-text: Şekil 4e: Şekil 4a - 4d'ye göre ayarlayın. bbox=[388, 981, 496, 989]
language-badge: ES bbox=[333, 16, 362, 37]
body-text: Slika 6b: Funkcijo vklopite/izklopite s pritiskom na tipko C.D. bbox=[18, 1107, 179, 1114]
subheading: TÖÖREŽIIMIDE KASUTAMINE bbox=[1110, 1032, 1196, 1039]
body-text: Joon. 4a: Seadistusfunktsiooni esilekutsumine. Joon. 4b: Nädalapäeva või kombinatsiooni valimine. Joon. 4C: Sisselülitamisaja tunni seadistamine. Joon. 4d: Sisselülitamisaja minuti seadistamine. bbox=[1110, 844, 1250, 875]
body-text: Obr. 7: Vyberte spínacie hodiny zo zásuvky, tenkým nevodivým predmetom stlačte RESET. bbox=[1470, 491, 1714, 498]
subheading: Funkcija zakasnitve bbox=[18, 1098, 76, 1106]
section-heading: ΦΟΡΤΙΣΗ ΜΠΑΤΑΡΙΑΣ bbox=[751, 1364, 857, 1375]
body-text: Geri sayım ve rasgele fonksiyonlu dijital haftalık zaman ayarlı şalter. Şekil 1: A iç ortamlarda kullanmak için B korumalı dış ortamlarda kullanmak için bbox=[388, 713, 570, 736]
body-text: A beépített akkumulátor hálózatkimaradás esetén 100 órán keresztül megőrzi a beállításokat. Hosszabb hálózat-megszakítást követően: 2. ábra: Az akkut feltölteni, az időzítő órát kihúzni a dugaszoló aljzatból, egy vékony, elektromosságot nem vezető tárggyal megnyomni a RESET gombot. bbox=[18, 1434, 356, 1465]
section-heading: AANSLUITEN bbox=[1110, 291, 1173, 304]
body-text: Şekil 6a: ON Tüketici sürekli açık AUTO Açma-Kapama saati kumandası OFF Tüketici sürekli kapalı bbox=[388, 1074, 493, 1097]
body-text: Μέσω της ενσωματωμένης μπαταρίας οι ρυθμίσεις διατηρούνται έως και 100 ώρες σε περίπτωση απουσίας ηλεκτρικής τροφοδοσίας. Σε περίπτωση που η ηλεκτρική τροφοδοσία διακοπεί για μεγαλύτερο χρονικό διάστημα: Εικ. 2: Φορτίστε την μπαταρία, αποσυνδέστε το χρονοδιακόπτη από την πρίζα, πατήστε RESET με ένα λεπτό, ηλεκτρικά μη αγώγιμο αντικείμενο. bbox=[751, 1376, 1078, 1422]
body-text: Tryck på knappen "SET" tills tillhörande inställning blinkar. Bild 3c: Ställ in veckodag Bild 3d: Ställ in timme Bild 3e: Ställ in minut Bild 3f: Avsluta bbox=[388, 1540, 544, 1579]
body-text: Innbyggða rafhlaðan geymir stillingarnar í allt að 100 klukkustundir eftir að búnaðurinn hefur verið tekinn úr sambandi. Ef ekki hefur verið í sambandi í langan tíma: Mynd 2: Hlaða rafhlöðu, taka tímastillinn úr innstungunni og ýta á RESET takkann. bbox=[751, 49, 1061, 81]
panel-content bbox=[18, 702, 360, 1256]
weee-heading: WEEE-Indicaciones para la evacuación bbox=[18, 504, 131, 512]
section-heading: MODI BENUTTEN bbox=[1110, 318, 1194, 330]
body-text: Basisinstelling Afb. 3a: zomertijd (S) c.q. wintertijd kiezen. Afb. 3b: 12-u display (PM/AM) of 24-u display kiezen (3s = toets 3 seconden lang indrukken) Tijdinstelling Toets "SET" indrukken totdat de bijbehorende instelling knippert. Afb. 3c: weekdag instellen. Afb. 3d: uur instellen. Afb. 3e: minuut instellen. Afb. 3f: beëindigen bbox=[1110, 107, 1441, 169]
section-heading: VŠETKO VYMAZAŤ bbox=[1470, 480, 1540, 490]
body-text: Fig. 4e: Ajustar como en Fig. 4a hasta 4d. bbox=[18, 321, 131, 328]
section-heading: GÜVENLİK bbox=[388, 738, 427, 748]
body-text: Kuva 4a: Hae asetustila esiin. Kuva 4b: Valitse viikonpäivä tai yhdistelmä. Kuva 4c: Aseta päällekytkeytymistunnit. Kuva 4d: Aseta päällekytkeytymisminuutit. bbox=[388, 274, 504, 306]
section-heading: ПРОГРАММИРОВАНИЕ ВРЕМЕНИ ВКЛЮЧЕНИЯ bbox=[1110, 1459, 1290, 1468]
body-text: De ingebouwde accu bewaart de instellingen bij een ontbrekende netaansluiting maximaal 100 uur lang. Na langer durende verbreking van het stroomnet: Afb. 2: accu laden, schakelklok uit stopcontact nemen met een dun, elektrisch niet-geleidend voorwerp RESET indrukken. bbox=[1110, 49, 1436, 90]
battery-disposal-text: Patareid ja akud ei tohi sattuda majapidamisprügi hulka. Iga kasutaja on kohustatud seadusjärgselt selleks, et kõik patareid ja akud, hoolimata sellest kas nad sisaldavad toksilisi aineid või mitte, viiakse kasutaja munitsipaalkogukonna või ümraosa kogumispunkti või ankaase keskkonnasõbraliku jäätmekäitluse. Patareid ja akud tohib ära anda vaid siis, kui nad on tühjaks saanud. bbox=[1138, 1102, 1436, 1133]
body-text: Kuva 3a: Valitse kesäaika (S) tai talviaika. Kuva 3b: Valitse 12 tunnin näyttö (PM/AM) tai 24 tunnin näyttö. (3s = Paina painiketta 3 sekuntia) bbox=[388, 180, 557, 203]
section-heading: KELLAAJA SEADISTAMINE bbox=[1110, 738, 1206, 748]
section-heading: ΣΥΝΔΕΣΗ bbox=[751, 1663, 798, 1675]
battery-disposal-note bbox=[1110, 540, 1442, 592]
body-text: Digitalt veckotimer med nedräknings- och slumpfunktion. Bild 1: A för användning inomhus B för användning på skyddade platser utomhus bbox=[388, 1373, 541, 1396]
language-badge: NL bbox=[1414, 16, 1444, 37]
section-heading: PROGRAMIRANJE ČASOV VKLOPA IN IZKLOPA bbox=[18, 922, 187, 931]
battery-disposal-text: Batterijen en accu's mogen niet bij het huisvuil gegooid worden. Iedere consument is wettelijk toe verplicht, alle batterijen en accu's, ongeacht of zij schadelijke stoffen bevatten of niet, bij een inzamelpunt van zijn gemeente/wijk of de detailhandel af te leveren, zodat ze op milieuvriendelijke wijze verwijderd kunnen worden. Lever uitsluitend lege batterijen en accu's in! bbox=[1138, 540, 1438, 591]
body-text: Σύμφωνα με τις ευρωπαϊκές προδιαγραφές, απαγορεύεται η ρίψη αποβλήτων ηλεκτρολογικού και ηλεκτρονικού εξοπλισμού στα σκουπίδια. Το σύμβολο του κάδου πάνω σε ρόδες υποδεικνύει την ανάγκη της ξεχωριστής συλλογής. Συνδράμετε και εσείς στην προστασία του περιβάλλοντος και διαθέστε αυτή τη συσκευή στο προβλεπόμενο σύστημα διάθεσης απορριμμάτων, όταν δεν την χρησιμοποιείτε πλέον. ΟΔΗΓΙΑ 2012/19/EU ΤΟΥ ΕΥΡΩΠΑΪΚΟΥ ΣΥΜΒΟΥΛΙΟΥ, από της 04 Ιουλίου 2012 για τα απόβλητα ηλεκτρικού και ηλεκτρονικού εξοπλισμού. bbox=[751, 1811, 1067, 1865]
body-text: De acuerdo con las normas europeas los residuos de aparatos eléctricos y electrónicos ya no pueden evacuarse junto con los residuos no clasificados. El símbolo del recipiente de basura con ruedas indica la necesidad de una evacuación selectiva. Colabore usted también en la protección del medio ambiente entregando este aparato a la recogida selectiva de residuos cuando no vaya a utilizarlo más. DIRECTIVA 2012/19/EU DEL PARLAMENTO Y CONSEJO EUROPEO del 04 de julio de 2012 sobre residuos de aparatos eléctricos y electrónicos. bbox=[18, 513, 360, 551]
body-text: ¡No apto para utilización por niños! ¡No poner en función si el aparato está averiado! ¡No conectar aparatos que deben ser supervisados (p. ej. ventilador calefactor)! ¡No conectar varios temporizadores entre sí! ¡No pulsar los botones con un objeto metálico o conductor de electricidad. bbox=[18, 83, 233, 121]
section-heading: ACCU LADEN bbox=[1110, 37, 1175, 48]
subheading: Установка времени bbox=[1110, 1408, 1168, 1415]
section-heading: BAĞLANTI YAPILMASI bbox=[388, 1042, 469, 1052]
section-heading: KYTKEMINEN bbox=[388, 376, 438, 385]
crossed-bin-icon bbox=[1110, 1103, 1132, 1129]
section-heading: AJUSTAR LA HORA bbox=[18, 169, 87, 178]
battery-disposal-text: Paristoja ja akkuja ei saa heittää talousjätteen mukana. Jokainen kuluttaja on lain mukaan velvollinen viemään kaikki paristot ja akut, myrkyllisyydestä riippumatta, kunnansa/kaupunginosansa keräyspisteeseen tai kauppaan, jotta ne voidaan hävittää ympäristöystävällisesti. Hävitä paristot ja akut vain tyhjinä! bbox=[779, 489, 1073, 530]
body-text: Sähkölaite kytkeytyy päälle ja pois satunnaisvaiheissa. Kuva 6c: Käynnistä/lopeta painamalla RND-painiketta. bbox=[388, 458, 535, 474]
body-text: dON: Väljalülitatud kella sisselülitamine, dOFF vastupidi. Joon. 4f: Seadistus nagu 4a kuni 4e. Joon. 4g: Lõpetamine. bbox=[1110, 918, 1262, 941]
body-text: İçine monte edilen akü, şebeke bağlantısı kesildikten sonra 100 saate kadar ayarları muhafaza eder. Şebeke bağlantısı uzun süreli kesildiğinde: Şekil 2: Aküyü şarj edin, zamanlayıcıyı prizden çıkartın ve iletken olmayan ince bir cisimle RESET tuşuna basın. bbox=[388, 801, 723, 825]
body-text: Fig. 7: Sacar reloj conmutador del conector, pulsar RESET con un objeto delgado no metálico ni conductor de electricidad. bbox=[18, 494, 347, 501]
subheading: Grundinställning bbox=[388, 1499, 438, 1506]
body-text: Zabudovaná akumulátorová batéria zachová nastavenia v prípade chýbajúceho sieťového pripojenia až na dobu 100 hodín. Po dlhšom odpojení od siete: Obr. 2: Nabitie akumulátorovej batérie, vytiahnite spínacie hodiny zo zásuvky a tenkým predmetom, ktorý nevodivého predmetu stlačte RESET. bbox=[1470, 142, 1812, 166]
section-heading: ELIMINAR TUDO bbox=[751, 1042, 831, 1055]
section-heading: SÄKERHET bbox=[388, 1399, 429, 1409]
section-heading: RADERA ALLT bbox=[388, 1803, 439, 1813]
section-heading: Conectar bbox=[751, 927, 796, 940]
body-text: Нажимайте кнопку SET, пока не замигает нужная настройка. Рис. 3в: Установить день недели Рис. 3г: Установить часы Рис. 3д: Установить минуты Рис. 3е: Завершите настройку bbox=[1110, 1417, 1281, 1455]
body-text: Vgrajen akumulator zagotavlja ohranjanje nastavitev v primeru, ko priključen ni priključen na električno omrežje do 100 ur. Če izdelek ni priključen na omrežje dalj časa: Slika 2: Napolnite akumulator, stikalno uro izvlecite iz vtičnice, s tankim predmetom, ki ni električno prevoden, pritisnite RESET. bbox=[18, 801, 359, 825]
battery-disposal-text: Батарейки и аккумуляторы нельзя выбрасывать вместе с бытовым мусором. Каждый потребитель обязан по закону сдавать все батарейки и аккумуляторы независимо от того, содержат ли они вредные вещества, в пункт сбора в своей общине/районе или в торговой сети, чтобы обеспечить их экологически безопасную утилизацию. Сдавайте батарейки и аккумуляторы только в разряженном состоянии! bbox=[1138, 1778, 1441, 1809]
body-text: Nastaviť ako 4a až 4d. bbox=[1470, 336, 1531, 344]
section-heading: AKUN LATAAMINEN bbox=[388, 124, 461, 134]
body-text: Det inbyggda batteriet sparar inställningarna upp till 100 timmar om det inte finns någon nätanslutning. Efter längre bortkoppling från nätet: Bild 2: Ladda batteriet, ta bort kopplingsuret från eluttaget, tryck RESET med ett tunt, ej elektriskt ledande föremål. bbox=[388, 1462, 696, 1485]
body-text: A 4a. - 4d. ábrák szerinti beállításokat elvégezzük. bbox=[18, 1649, 154, 1656]
body-text: Käytetyt sähkö- ja elektroniikkalaitteet ei saa Euroopan unionin määräysten mukaan enää hävittää lajittelemattoman jätteiden mukana. Pyörillä olevan jäteastiyn symboli osoittaa lajittelun välttämättömyyden. Suojele ympäristöä ja huolehdi siitä, että käytöstä poistetut laitteet lajitellaan hävitettäviksi oikein. Sähkö- ja elektroniikkalaiteromu koskeva 04. heinäkuu 2012 annettu EUROOPAN PARLAMENTIN JA EUROOPAN UNIONIN NEUVOSTON DIREKTIIVI 2012/19/EU. bbox=[388, 507, 724, 537]
crossed-bin-icon bbox=[1110, 1779, 1132, 1805]
section-heading: PROGRAMOVANIE SPÍNACÍCH ČASOV bbox=[1470, 259, 1610, 269]
body-text: A bateria instalada guarda as configurações, em caso de falta de ligação à rede, durante 100 horas. Após uma desconexão de rede prolongada: Fig. 2: Carregar a bateria, retirar o temporizador da tomada e premir RESET com um objecto fino e não condutor de energia. bbox=[751, 664, 1072, 705]
body-text: 6b. ábra: Az indításhoz/befejezéshez a C.D.-billentyűt kell megnyomni. bbox=[18, 1749, 208, 1757]
subheading: WEEE megsemmisítési útmutatás bbox=[18, 1808, 116, 1816]
body-text: 4e. ábra: A 4a. - 4d. ábrák szerinti beállításokat elvégezzük. bbox=[18, 1631, 178, 1638]
subheading: Начальная установка bbox=[1110, 1375, 1175, 1383]
subheading: Tidsinställning bbox=[388, 1532, 431, 1540]
section-heading: NASTAVENIE ČASU bbox=[1470, 169, 1542, 178]
panel-si bbox=[8, 678, 368, 1331]
body-text: Obr. 5: Spotrebič nechajte zapnutý! bbox=[1470, 390, 1565, 398]
weee-heading: Elektri- ja elektroonikaseadmete jäätmeid käsitleva direktiivi (WEEE) kohane jäätmekäitlusinfo bbox=[1110, 1051, 1381, 1058]
panel-gr bbox=[740, 1338, 1090, 2010]
subheading: Visszaszámlálás funkció: bbox=[18, 1741, 91, 1748]
panel-content bbox=[1110, 702, 1442, 1135]
subheading: Slumpfunktion bbox=[388, 1777, 431, 1784]
subheading: Функция обратного отсчета (время включения/выключения) bbox=[1110, 1542, 1294, 1550]
subheading: RENDELTETÉS bbox=[18, 1360, 63, 1367]
body-text: Aparelhos eléctricos e electrónicos usados não podem ser mais colocados em lixo não separado conforme as directrizes europeias. O símbolo do tambor de lixo sobre rodas avisa sobre a necessidade da coleta separada. Também ajude na proteção do meio ambiente e providencia que estes aparelhos quando não mais usados sejam entregues no sistema previsto da coleta separada. DIRECTRIZ 2012/19/EU DO PARLAMENTO E CONSELHO EUROPEU de 04 de julho 2012 sobre aparelhos eléctricos electrónicos antigos. bbox=[751, 1090, 1074, 1162]
subheading: AKKUMULÁTOR TÖLTÉSE bbox=[18, 1426, 96, 1433]
subheading: Zaman ayarı bbox=[388, 871, 424, 879]
